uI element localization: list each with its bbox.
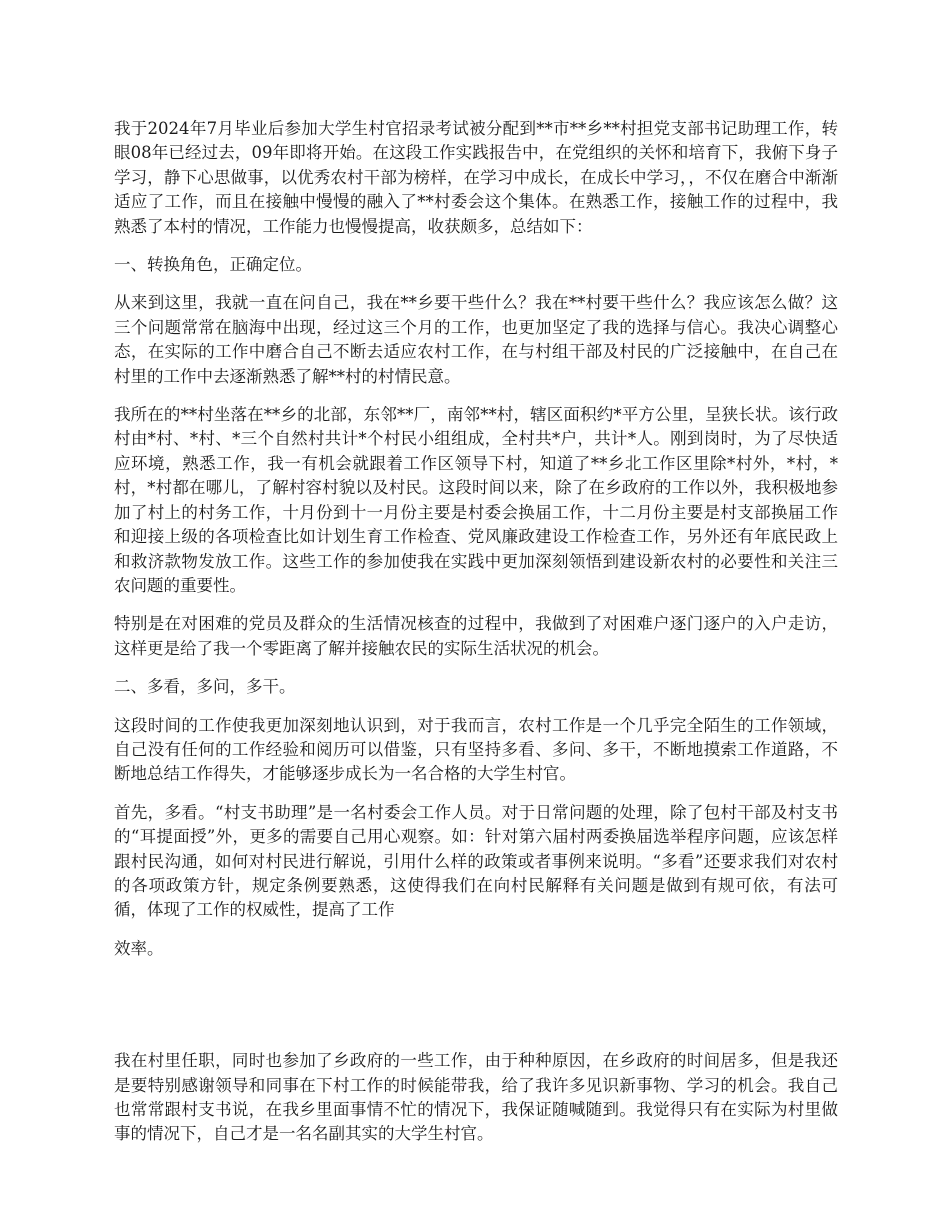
section-heading-2: 二、多看，多问，多干。 [114,677,296,697]
paragraph: 我在村里任职，同时也参加了乡政府的一些工作，由于种种原因，在乡政府的时间居多，但是我还是要特别感谢领导和同事在下村工作的时候能带我，给了我许多见识新事物、学习的机会。我自己也常常跟村支书说，在我乡里面事情不忙的情况下，我保证随喊随到。我觉得只有在实际为村里做事的情况下，自己才是一名名副其实的大学生村官。 [114,1051,838,1144]
paragraph-continuation: 效率。 [114,938,164,958]
paragraph: 首先，多看。“村支书助理”是一名村委会工作人员。对于日常问题的处理，除了包村干部及村支书的“耳提面授”外，更多的需要自己用心观察。如：针对第六届村两委换届选举程序问题，应该怎样跟村民沟通，如何对村民进行解说，引用什么样的政策或者事例来说明。“多看”还要求我们对农村的各项政策方针，规定条例要熟悉，这使得我们在向村民解释有关问题是做到有规可依，有法可循，体现了工作的权威性，提高了工作 [114,802,838,920]
paragraph: 我所在的**村坐落在**乡的北部，东邻**厂，南邻**村，辖区面积约*平方公里，呈狭长状。该行政村由*村、*村、*三个自然村共计*个村民小组组成，全村共*户，共计*人。刚到岗时，为了尽快适应环境，熟悉工作，我一有机会就跟着工作区领导下村，知道了**乡北工作区里除*村外，*村，*村，*村都在哪儿，了解村容村貌以及村民。这段时间以来，除了在乡政府的工作以外，我积极地参加了村上的村务工作，十月份到十一月份主要是村委会换届工作，十二月份主要是村支部换届工作和迎接上级的各项检查比如计划生育工作检查、党风廉政建设工作检查工作，另外还有年底民政上和救济款物发放工作。这些工作的参加使我在实践中更加深刻领悟到建设新农村的必要性和关注三农问题的重要性。 [114,405,838,595]
section-heading-1: 一、转换角色，正确定位。 [114,255,312,275]
blank-gap [114,979,838,1049]
document-page [114,117,838,1161]
paragraph: 这段时间的工作使我更加深刻地认识到，对于我而言，农村工作是一个几乎完全陌生的工作领域，自己没有任何的工作经验和阅历可以借鉴，只有坚持多看、多问、多干，不断地摸索工作道路，不断地总结工作得失，才能够逐步成长为一名合格的大学生村官。 [114,715,838,784]
paragraph: 从来到这里，我就一直在问自己，我在**乡要干些什么？我在**村要干些什么？我应该怎么做？这三个问题常常在脑海中出现，经过这三个月的工作，也更加坚定了我的选择与信心。我决心调整心态，在实际的工作中磨合自己不断去适应农村工作，在与村组干部及村民的广泛接触中，在自己在村里的工作中去逐渐熟悉了解**村的村情民意。 [114,293,838,386]
paragraph-intro: 我于2024年7月毕业后参加大学生村官招录考试被分配到**市**乡**村担党支部书记助理工作，转眼08年已经过去，09年即将开始。在这段工作实践报告中，在党组织的关怀和培育下，我俯下身子学习，静下心思做事，以优秀农村干部为榜样，在学习中成长，在成长中学习，，不仅在磨合中渐渐适应了工作，而且在接触中慢慢的融入了**村委会这个集体。在熟悉工作，接触工作的过程中，我熟悉了本村的情况，工作能力也慢慢提高，收获颇多，总结如下： [114,119,838,236]
paragraph: 特别是在对困难的党员及群众的生活情况核查的过程中，我做到了对困难户逐门逐户的入户走访，这样更是给了我一个零距离了解并接触农民的实际生活状况的机会。 [114,614,838,658]
